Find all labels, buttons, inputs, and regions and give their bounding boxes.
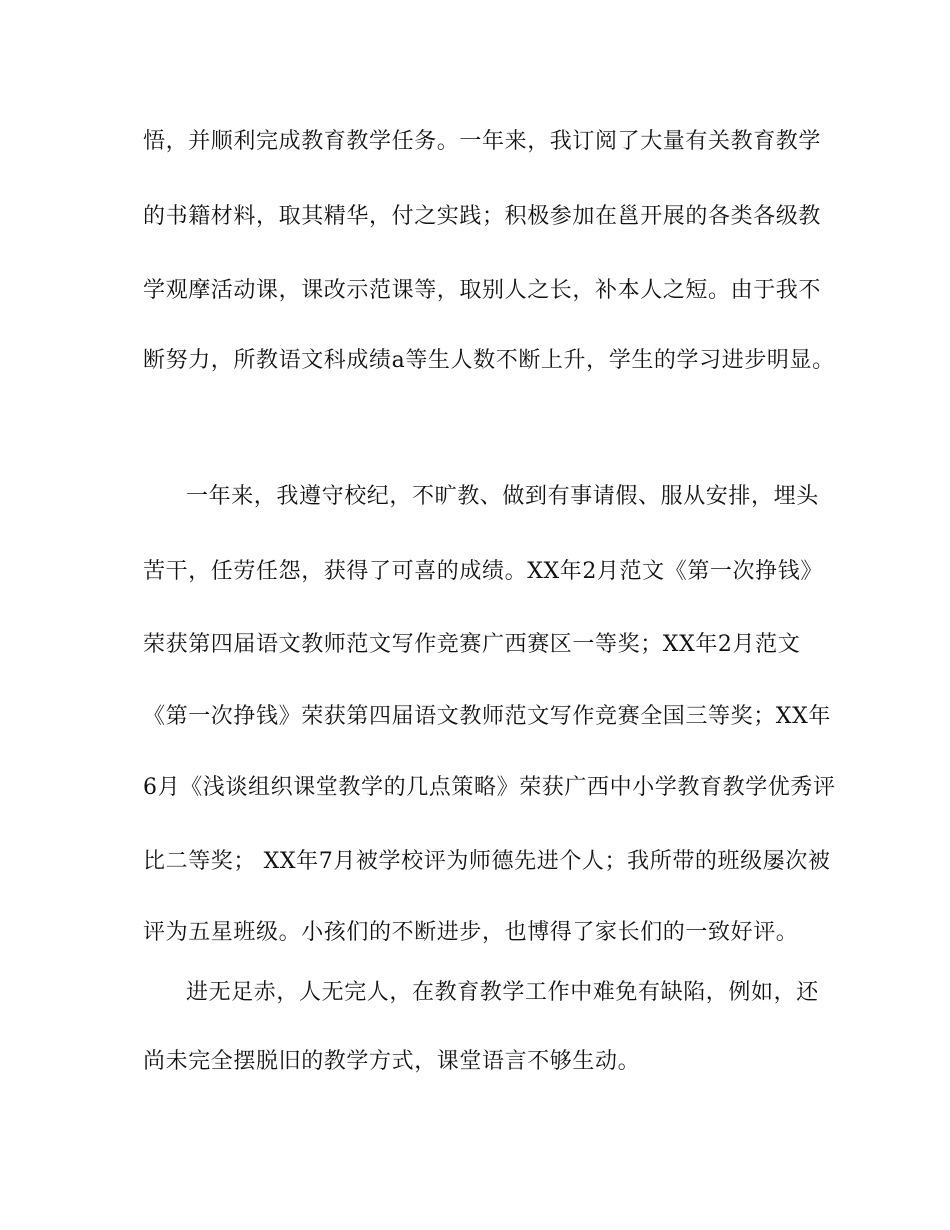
paragraph-2-line-3: 荣获第四届语文教师范文写作竞赛广西赛区一等奖；XX年2月范文 [143,632,801,657]
paragraph-2-line-6: 比二等奖； XX年7月被学校评为师德先进个人；我所带的班级屡次被 [143,849,831,874]
paragraph-3-line-1: 进无足赤，人无完人，在教育教学工作中难免有缺陷，例如，还 [186,980,819,1005]
paragraph-2-line-1: 一年来，我遵守校纪，不旷教、做到有事请假、服从安排，埋头 [186,484,819,509]
paragraph-3-line-2: 尚未完全摆脱旧的教学方式，课堂语言不够生动。 [143,1049,641,1074]
paragraph-1-line-1: 悟，并顺利完成教育教学任务。一年来，我订阅了大量有关教育教学 [143,129,822,154]
paragraph-1-line-2: 的书籍材料，取其精华，付之实践；积极参加在邕开展的各类各级教 [143,204,822,229]
paragraph-1-line-4: 断努力，所教语文科成绩a等生人数不断上升，学生的学习进步明显。 [143,348,835,373]
paragraph-1-line-3: 学观摩活动课，课改示范课等，取别人之长，补本人之短。由于我不 [143,278,822,303]
paragraph-2-line-5: 6月《浅谈组织课堂教学的几点策略》荣获广西中小学教育教学优秀评 [143,775,836,800]
paragraph-2-line-2: 苦干，任劳任怨，获得了可喜的成绩。XX年2月范文《第一次挣钱》 [143,559,823,584]
paragraph-2-line-7: 评为五星班级。小孩们的不断进步，也博得了家长们的一致好评。 [143,920,799,945]
paragraph-2-line-4: 《第一次挣钱》荣获第四届语文教师范文写作竞赛全国三等奖；XX年 [143,704,831,729]
